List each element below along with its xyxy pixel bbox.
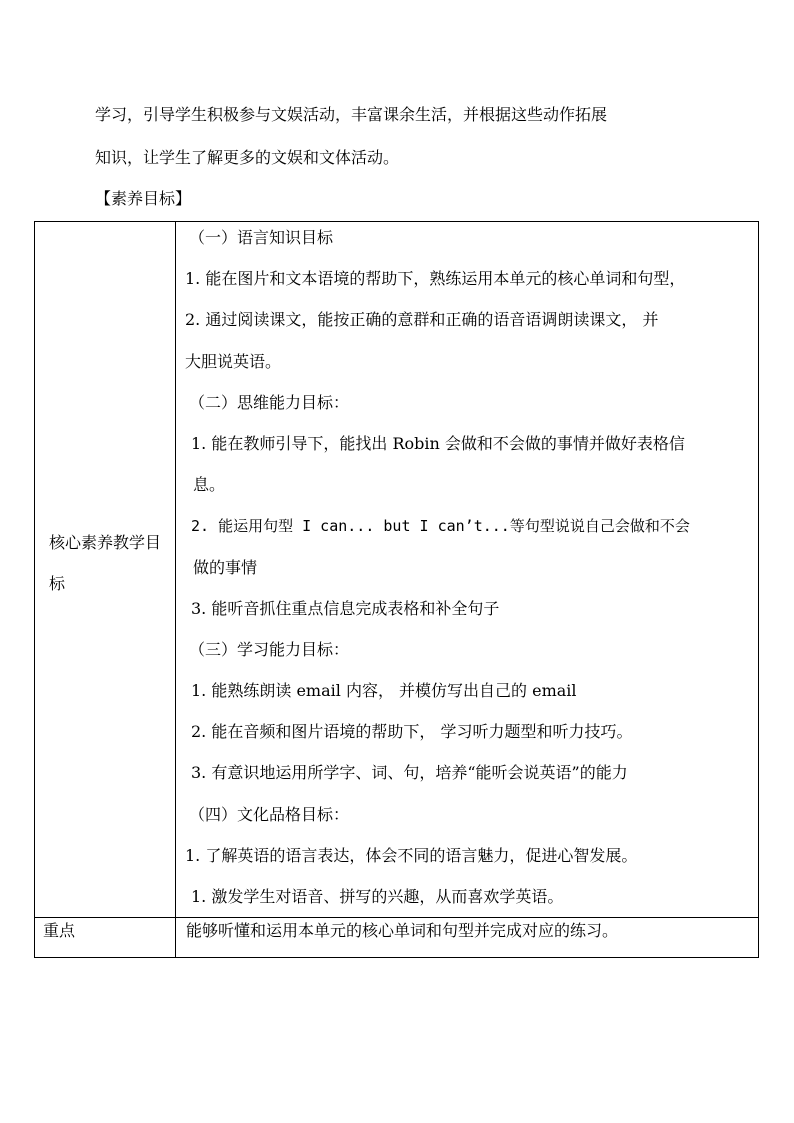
goal-line: 做的事情 xyxy=(193,557,258,577)
goal-line: 3. 有意识地运用所学字、词、句，培养“能听会说英语”的能力 xyxy=(191,763,628,783)
section-heading: 【素养目标】 xyxy=(95,189,192,208)
goals-label-cell xyxy=(35,222,176,918)
intro-line-1: 学习，引导学生积极参与文娱活动，丰富课余生活，并根据这些动作拓展 xyxy=(95,105,608,124)
goal-line: （二）思维能力目标： xyxy=(189,392,350,412)
goal-line: （四）文化品格目标： xyxy=(189,804,350,824)
goals-row xyxy=(35,222,759,918)
intro-line-2: 知识，让学生了解更多的文娱和文体活动。 xyxy=(95,148,400,167)
goal-line: 1. 激发学生对语音、拼写的兴趣，从而喜欢学英语。 xyxy=(191,887,564,906)
goal-line: 1. 能在图片和文本语境的帮助下，熟练运用本单元的核心单词和句型， xyxy=(185,269,686,289)
goal-line: 2. 通过阅读课文，能按正确的意群和正确的语音语调朗读课文， 并 xyxy=(185,310,659,330)
key-point-label-cell xyxy=(35,918,176,958)
goal-line: 1. 能在教师引导下，能找出 Robin 会做和不会做的事情并做好表格信 xyxy=(191,433,685,453)
goal-line: 1. 了解英语的语言表达，体会不同的语言魅力，促进心智发展。 xyxy=(185,845,638,865)
key-point-row xyxy=(35,918,759,958)
key-point-text-cell xyxy=(176,918,759,958)
goal-line: 2. 能在音频和图片语境的帮助下， 学习听力题型和听力技巧。 xyxy=(191,722,633,742)
goal-line: （三）学习能力目标： xyxy=(189,639,350,659)
goals-content xyxy=(176,222,758,917)
goal-line: （一）语言知识目标 xyxy=(189,228,334,247)
goals-table xyxy=(34,221,759,958)
goal-line: 息。 xyxy=(193,475,226,495)
goal-line: 3. 能听音抓住重点信息完成表格和补全句子 xyxy=(191,598,500,618)
key-point-text: 能够听懂和运用本单元的核心单词和句型并完成对应的练习。 xyxy=(186,921,619,940)
goals-row-label: 核心素养教学目标 xyxy=(49,533,162,593)
goal-line: 2. 能运用句型 I can... but I can’t...等句型说说自己会做和不会 xyxy=(191,517,690,536)
goals-content-cell xyxy=(176,222,759,918)
key-point-label: 重点 xyxy=(43,921,76,940)
goal-line: 大胆说英语。 xyxy=(185,351,282,371)
goal-line: 1. 能熟练朗读 email 内容， 并模仿写出自己的 email xyxy=(191,681,577,701)
